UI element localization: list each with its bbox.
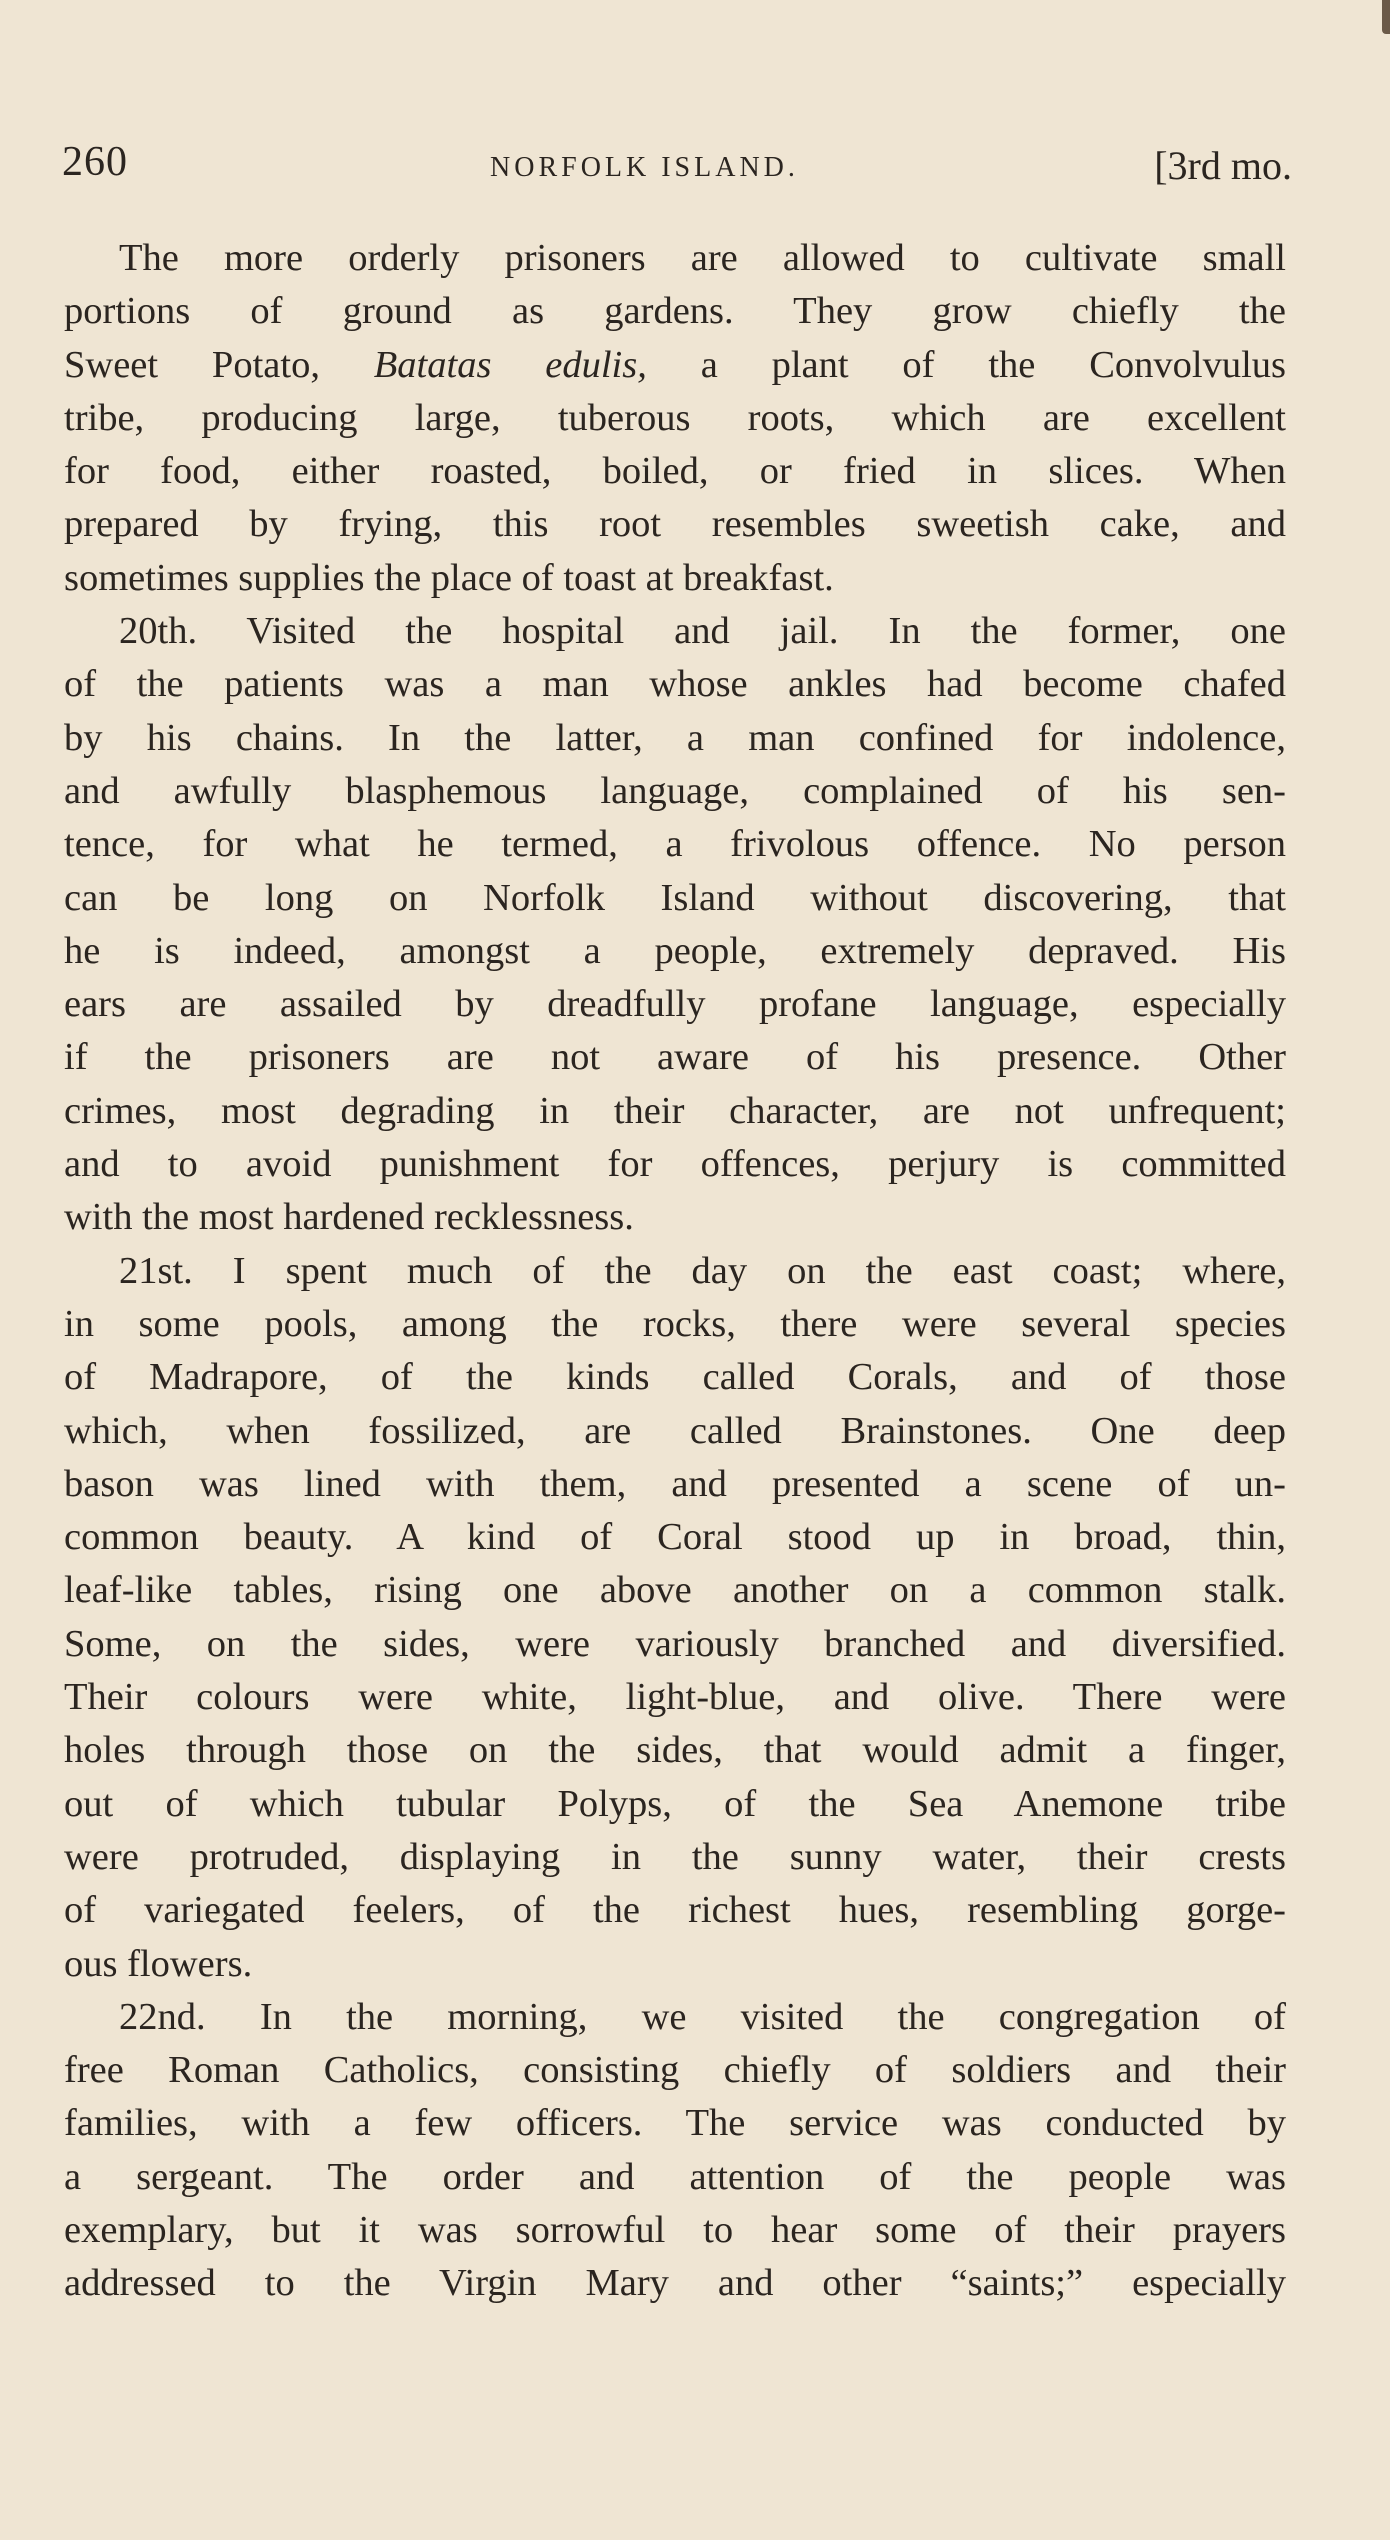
text-line	[64, 2151, 1286, 2204]
text-run: leaf-like tables, rising one above another on a common stalk.	[64, 1569, 1286, 1612]
text-run: prepared by frying, this root resembles sweetish cake, and	[64, 503, 1286, 546]
text-run: and awfully blasphemous language, complained of his sen-	[64, 769, 1286, 812]
text-line	[64, 285, 1286, 338]
text-line	[64, 925, 1286, 978]
text-run: were protruded, displaying in the sunny water, their crests	[64, 1835, 1286, 1878]
text-line	[64, 498, 1286, 551]
text-run: 22nd. In the morning, we visited the congregation of	[119, 1995, 1286, 2038]
text-line	[64, 1831, 1286, 1884]
text-run: tence, for what he termed, a frivolous offence. No person	[64, 823, 1286, 866]
text-run: common beauty. A kind of Coral stood up in broad, thin,	[64, 1516, 1286, 1559]
running-head-month: [3rd mo.	[1154, 143, 1292, 188]
text-line	[64, 1511, 1286, 1564]
text-line	[64, 1724, 1286, 1777]
text-run: The more orderly prisoners are allowed to cultivate small	[119, 237, 1286, 279]
text-line	[64, 818, 1286, 871]
text-line	[64, 1671, 1286, 1724]
text-line	[64, 2097, 1286, 2150]
page-number: 260	[62, 139, 128, 185]
text-line	[64, 1778, 1286, 1831]
text-run: 20th. Visited the hospital and jail. In the former, one	[119, 610, 1286, 653]
text-line	[64, 1564, 1286, 1617]
text-line	[64, 1085, 1286, 1138]
text-line	[64, 978, 1286, 1031]
text-line	[64, 605, 1286, 658]
text-line	[64, 1138, 1286, 1191]
text-run: out of which tubular Polyps, of the Sea Anemone tribe	[64, 1782, 1286, 1825]
text-run: Sweet Potato,	[64, 343, 374, 386]
text-run: sometimes supplies the place of toast at breakfast.	[64, 556, 834, 599]
text-line	[64, 1884, 1286, 1937]
text-run: of the patients was a man whose ankles had become chafed	[64, 663, 1286, 706]
text-line	[64, 1298, 1286, 1351]
text-line	[64, 1458, 1286, 1511]
text-run: crimes, most degrading in their character, are not unfrequent;	[64, 1089, 1286, 1132]
text-run: holes through those on the sides, that would admit a finger,	[64, 1729, 1286, 1772]
text-run: a sergeant. The order and attention of the people was	[64, 2155, 1286, 2198]
text-run: of Madrapore, of the kinds called Corals, and of those	[64, 1356, 1286, 1399]
text-line	[64, 1938, 1286, 1991]
text-line	[64, 552, 1286, 605]
text-run: can be long on Norfolk Island without discovering, that	[64, 876, 1286, 919]
text-line	[64, 1405, 1286, 1458]
text-run: tribe, producing large, tuberous roots, which are excellent	[64, 396, 1286, 439]
text-run: by his chains. In the latter, a man confined for indolence,	[64, 716, 1286, 759]
text-line	[64, 232, 1286, 285]
text-line	[64, 712, 1286, 765]
running-head	[62, 138, 1292, 198]
text-line	[64, 1245, 1286, 1298]
text-run: free Roman Catholics, consisting chiefly of soldiers and their	[64, 2049, 1286, 2092]
text-line	[64, 2257, 1286, 2310]
text-line	[64, 1191, 1286, 1244]
text-run: ears are assailed by dreadfully profane language, especially	[64, 983, 1286, 1026]
text-line	[64, 1351, 1286, 1404]
italic-species-name: Batatas edulis,	[373, 343, 647, 386]
text-run: Their colours were white, light-blue, and olive. There were	[64, 1676, 1286, 1719]
text-line	[64, 1618, 1286, 1671]
text-run: exemplary, but it was sorrowful to hear some of their prayers	[64, 2208, 1286, 2251]
text-run: ous flowers.	[64, 1942, 253, 1985]
text-run: for food, either roasted, boiled, or fried in slices. When	[64, 450, 1286, 493]
text-run: addressed to the Virgin Mary and other “saints;” especially	[64, 2262, 1286, 2305]
page-edge-mark	[1382, 0, 1390, 34]
text-line	[64, 2204, 1286, 2257]
text-line	[64, 872, 1286, 925]
text-run: he is indeed, amongst a people, extremely depraved. His	[64, 929, 1286, 972]
text-run: a plant of the Convolvulus	[646, 343, 1287, 386]
running-title: NORFOLK ISLAND.	[490, 152, 799, 183]
text-run: families, with a few officers. The service was conducted by	[64, 2102, 1286, 2145]
text-line	[64, 765, 1286, 818]
text-run: portions of ground as gardens. They grow chiefly the	[64, 290, 1286, 333]
text-run: bason was lined with them, and presented a scene of un-	[64, 1462, 1286, 1505]
text-line	[64, 392, 1286, 445]
text-line	[64, 1991, 1286, 2044]
text-line	[64, 1031, 1286, 1084]
text-line	[64, 339, 1286, 392]
text-run: and to avoid punishment for offences, perjury is committed	[64, 1143, 1286, 1186]
text-run: in some pools, among the rocks, there were several species	[64, 1302, 1286, 1345]
text-line	[64, 445, 1286, 498]
text-run: of variegated feelers, of the richest hues, resembling gorge-	[64, 1889, 1286, 1932]
text-run: Some, on the sides, were variously branched and diversified.	[64, 1622, 1286, 1665]
body-text	[64, 232, 1286, 2311]
text-run: with the most hardened recklessness.	[64, 1196, 634, 1239]
text-run: if the prisoners are not aware of his presence. Other	[64, 1036, 1286, 1079]
text-run: 21st. I spent much of the day on the east coast; where,	[119, 1249, 1286, 1292]
text-run: which, when fossilized, are called Brainstones. One deep	[64, 1409, 1286, 1452]
text-line	[64, 658, 1286, 711]
text-line	[64, 2044, 1286, 2097]
